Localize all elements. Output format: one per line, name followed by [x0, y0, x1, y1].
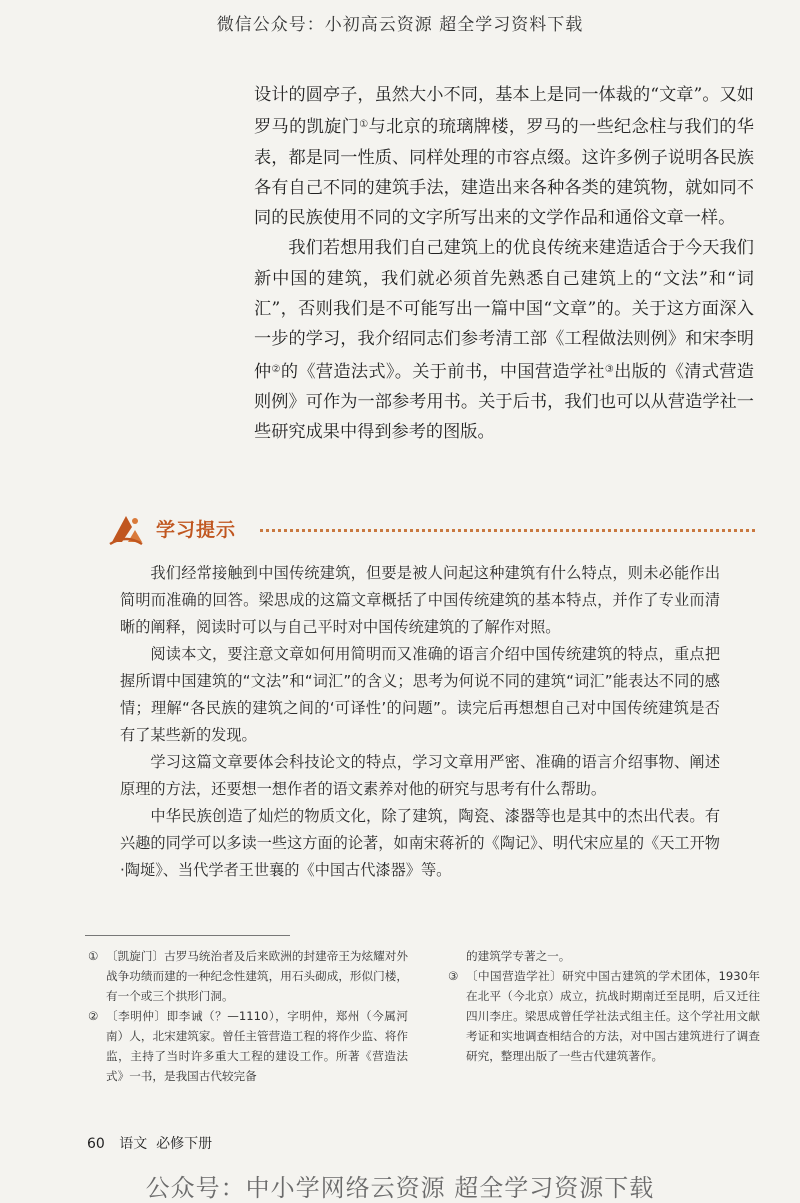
- main-paragraph-2-text-b: 的《营造法式》。关于前书，中国营造学社: [280, 361, 605, 382]
- page-footer: [87, 1133, 212, 1153]
- tips-paragraph: 中华民族创造了灿烂的物质文化，除了建筑，陶瓷、漆器等也是其中的杰出代表。有兴趣的同学可以多读一些这方面的论著，如南宋蒋祈的《陶记》、明代宋应星的《天工开物·陶埏》、当代学者王世襄的《中国古代漆器》等。: [120, 807, 720, 879]
- footnote-divider: [85, 935, 290, 936]
- footnote-2-text: 〔李明仲〕即李诫（？—1110），字明仲，郑州（今属河南）人，北宋建筑家。曾任主管营造工程的将作少监、将作监，主持了当时许多重大工程的建设工作。所著《营造法式》一书，是我国古代较完备: [106, 1009, 408, 1083]
- page-number: 60: [87, 1136, 105, 1152]
- tips-paragraph: 学习这篇文章要体会科技论文的特点，学习文章用严密、准确的语言介绍事物、阐述原理的方法，还要想一想作者的语文素养对他的研究与思考有什么帮助。: [120, 753, 720, 798]
- footnote-3-number: ③: [448, 969, 459, 983]
- main-paragraph-1-text-a: 设计的圆亭子，虽然大小不同，基本上是同一体裁的“文章”。又如罗马的凯旋门: [254, 85, 754, 138]
- footnote-2: [88, 1006, 408, 1086]
- study-tips-icon: [108, 512, 144, 546]
- footnote-1-text: 〔凯旋门〕古罗马统治者及后来欧洲的封建帝王为炫耀对外战争功绩而建的一种纪念性建筑，用石头砌成，形似门楼，有一个或三个拱形门洞。: [106, 949, 408, 1003]
- top-watermark: 微信公众号：小初高云资源 超全学习资料下载: [216, 15, 584, 35]
- study-tips-header: [108, 512, 768, 546]
- footnotes-column-left: [88, 946, 408, 1086]
- study-tips-body: [120, 560, 720, 884]
- tips-paragraph: 我们经常接触到中国传统建筑，但要是被人问起这种建筑有什么特点，则未必能作出简明而准确的回答。梁思成的这篇文章概括了中国传统建筑的基本特点，并作了专业而清晰的阐释，阅读时可以与自己平时对中国传统建筑的了解作对照。: [120, 564, 720, 636]
- footnote-2-continuation: 的建筑学专著之一。: [466, 949, 571, 963]
- main-paragraph-2-text-c: 出版的《清式营造则例》可作为一部参考用书。关于后书，我们也可以从营造学社一些研究成果中得到参考的图版。: [254, 361, 754, 443]
- footnote-2-number: ②: [88, 1009, 99, 1023]
- footnote-ref-2[interactable]: ②: [271, 363, 281, 375]
- main-paragraph-2: [254, 233, 754, 447]
- main-text: [254, 80, 754, 448]
- footnote-ref-3[interactable]: ③: [604, 363, 615, 375]
- study-tips-title: 学习提示: [156, 519, 237, 541]
- footnote-1-number: ①: [88, 949, 99, 963]
- footnotes-column-right: [448, 946, 760, 1066]
- book-title: 语文 必修下册: [119, 1136, 213, 1152]
- main-paragraph-1-text-b: 与北京的琉璃牌楼，罗马的一些纪念柱与我们的华表，都是同一性质、同样处理的市容点缀。这许多例子说明各民族各有自己不同的建筑手法，建造出来各种各类的建筑物，就如同不同的民族使用不同的文字所写出来的文学作品和通俗文章一样。: [254, 117, 754, 229]
- footnote-1: [88, 946, 408, 1006]
- main-paragraph-1: [254, 80, 754, 233]
- main-paragraph-2-text-a: 我们若想用我们自己建筑上的优良传统来建造适合于今天我们新中国的建筑，我们就必须首先熟悉自己建筑上的“文法”和“词汇”，否则我们是不可能写出一篇中国“文章”的。关于这方面深入一步的学习，我介绍同志们参考清工部《工程做法则例》和宋李明仲: [254, 238, 754, 382]
- tips-paragraph: 阅读本文，要注意文章如何用简明而又准确的语言介绍中国传统建筑的特点，重点把握所谓中国建筑的“文法”和“词汇”的含义；思考为何说不同的建筑“词汇”能表达不同的感情；理解“各民族的建筑之间的‘可译性’的问题”。读完后再想想自己对中国传统建筑是否有了某些新的发现。: [120, 645, 720, 744]
- study-tips-dotted-divider: [260, 529, 755, 532]
- footnote-ref-1[interactable]: ①: [359, 119, 369, 131]
- footnote-3-text: 〔中国营造学社〕研究中国古建筑的学术团体，1930年在北平（今北京）成立，抗战时期南迁至昆明，后又迁往四川李庄。梁思成曾任学社法式组主任。这个学社用文献考证和实地调查相结合的方法，对中国古建筑进行了调查研究，整理出版了一些古代建筑著作。: [466, 969, 760, 1063]
- footnote-3: [448, 966, 760, 1066]
- bottom-watermark: 公众号：中小学网络云资源 超全学习资源下载: [145, 1174, 655, 1202]
